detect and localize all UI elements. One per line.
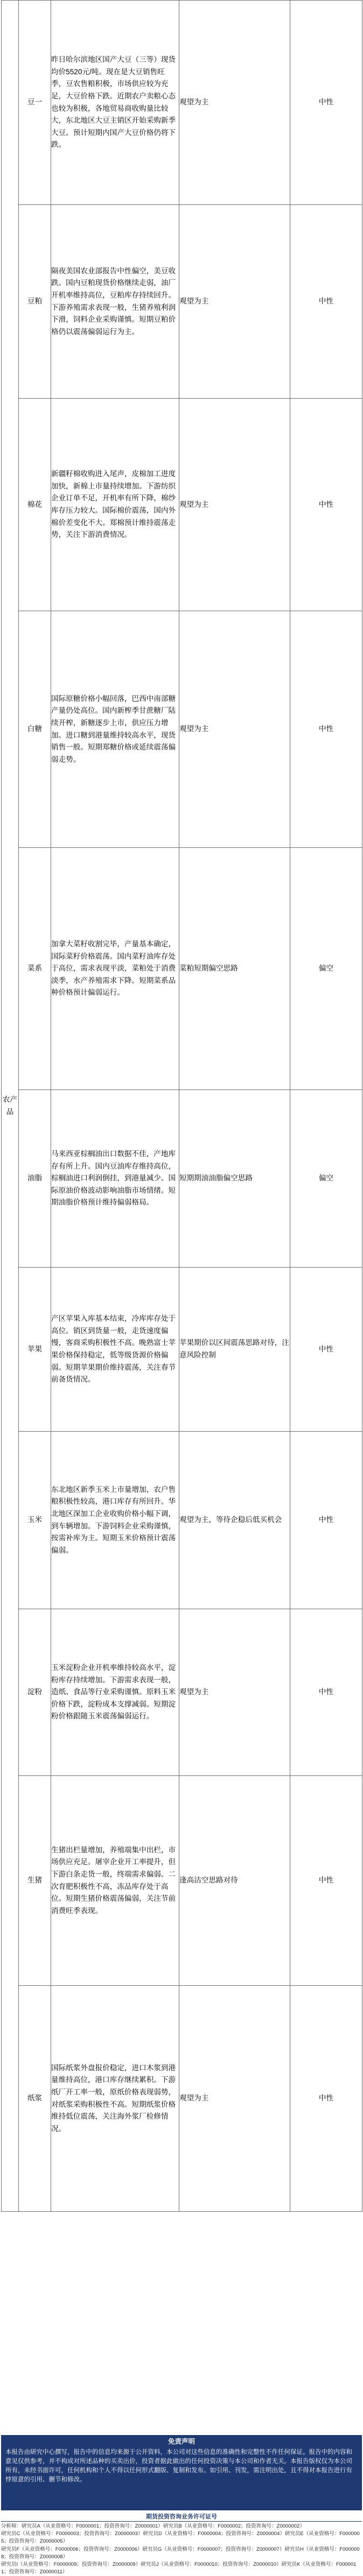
suggestion-text: 短期期油油脂偏空思路 bbox=[179, 1090, 290, 1268]
suggestion-text: 观望为主，等待企稳后低买机会 bbox=[179, 1432, 290, 1609]
rating-text: 中性 bbox=[290, 1986, 362, 2212]
table-row bbox=[2, 1268, 362, 1432]
analysis-text: 昨日哈尔滨地区国产大豆（三等）现货均价5520元/吨。现在是大豆销售旺季，豆农售粮积极，市场供应较为充足，大豆价格下跌。近期农户卖粮心态也较为积极，各地贸易商收购量比较大，东北地区大豆主销区开始采购新季大豆。预计短期内国产大豆价格仍将下跌。 bbox=[51, 1, 179, 205]
suggestion-text: 观望为主 bbox=[179, 399, 290, 611]
rating-text: 中性 bbox=[290, 1609, 362, 1776]
table-row bbox=[2, 399, 362, 611]
credentials-line: 研究员C（从业资格号：F0000003；投资咨询号：Z0000003）研究员D（从业资格号：F0000004；投资咨询号：Z0000004）研究员E（从业资格号：F0000005；投资咨询号：Z0000005） bbox=[1, 2531, 360, 2545]
suggestion-text: 观望为主 bbox=[179, 1609, 290, 1776]
rating-text: 中性 bbox=[290, 1, 362, 205]
credentials-line: 研究员F（从业资格号：F0000006；投资咨询号：Z0000006）研究员G（从业资格号：F0000007；投资咨询号：Z0000007）研究员H（从业资格号：F0000008；投资咨询号：Z0000008） bbox=[1, 2546, 360, 2560]
table-row bbox=[2, 1609, 362, 1776]
analysis-text: 玉米淀粉企业开机率维持较高水平，淀粉库存持续增加。下游需求表现一般，造纸、食品等行业采购谨慎。原料玉米价格下跌，淀粉成本支撑减弱。短期淀粉价格跟随玉米震荡偏弱运行。 bbox=[51, 1609, 179, 1776]
suggestion-text: 观望为主 bbox=[179, 205, 290, 399]
commodity-name: 豆一 bbox=[19, 1, 51, 205]
suggestion-text: 逢高沽空思路对待 bbox=[179, 1776, 290, 1986]
commodity-name: 纸浆 bbox=[19, 1986, 51, 2212]
suggestion-text: 观望为主 bbox=[179, 1, 290, 205]
commodity-name: 白糖 bbox=[19, 611, 51, 848]
table-row bbox=[2, 1432, 362, 1609]
table-row bbox=[2, 611, 362, 848]
rating-text: 中性 bbox=[290, 1432, 362, 1609]
rating-text: 偏空 bbox=[290, 1090, 362, 1268]
commodity-table bbox=[1, 0, 362, 2212]
rating-text: 中性 bbox=[290, 399, 362, 611]
analyst-credentials bbox=[1, 2513, 362, 2576]
table-row bbox=[2, 1, 362, 205]
credentials-line: 研究员I（从业资格号：F0000009；投资咨询号：Z0000009）研究员J（从业资格号：F0000010；投资咨询号：Z0000010）研究员K（从业资格号：F0000011；投资咨询号：Z0000011） bbox=[1, 2561, 357, 2575]
commodity-name: 生猪 bbox=[19, 1776, 51, 1986]
analysis-text: 隔夜美国农业部报告中性偏空，美豆收跌。国内豆粕现货价格继续走弱，油厂开机率维持高位，豆粕库存持续回升。下游养殖需求表现一般，生猪养殖利润下滑，饲料企业采购谨慎。短期豆粕价格仍以震荡偏弱运行为主。 bbox=[51, 205, 179, 399]
table-row bbox=[2, 1986, 362, 2212]
analysis-text: 产区苹果入库基本结束，冷库库存处于高位。销区到货量一般，走货速度偏慢，客商采购积极性不高。晚熟富士苹果价格保持稳定，低等级货源价格偏弱。短期苹果期价维持震荡，关注春节前备货情况。 bbox=[51, 1268, 179, 1432]
commodity-name: 油脂 bbox=[19, 1090, 51, 1268]
commodity-name: 豆粕 bbox=[19, 205, 51, 399]
suggestion-text: 菜粕短期偏空思路 bbox=[179, 848, 290, 1090]
commodity-name: 菜系 bbox=[19, 848, 51, 1090]
table-row bbox=[2, 205, 362, 399]
credentials-title: 期货投资咨询业务许可证号 bbox=[1, 2513, 362, 2522]
credentials-line: 分析师：研究员A（从业资格号：F0000001；投资咨询号：Z0000001）研究员B（从业资格号：F0000002；投资咨询号：Z0000002） bbox=[1, 2523, 305, 2529]
analysis-text: 国际纸浆外盘报价稳定，进口木浆到港量维持高位，港口库存继续累积。下游纸厂开工率一般，原纸价格表现弱势，对纸浆采购积极性不高。短期纸浆价格维持低位震荡，关注海外浆厂检修情况。 bbox=[51, 1986, 179, 2212]
analysis-text: 国际原糖价格小幅回落，巴西中南部糖产量仍处高位。国内新榨季甘蔗糖厂陆续开榨，新糖逐步上市，供应压力增加。进口糖到港量维持较高水平，现货销售一般。短期郑糖价格或延续震荡偏弱走势。 bbox=[51, 611, 179, 848]
commodity-name: 淀粉 bbox=[19, 1609, 51, 1776]
commodity-name: 棉花 bbox=[19, 399, 51, 611]
rating-text: 偏空 bbox=[290, 848, 362, 1090]
rating-text: 中性 bbox=[290, 205, 362, 399]
analysis-text: 东北地区新季玉米上市量增加，农户售粮积极性较高，港口库存有所回升。华北地区深加工企业收购价格小幅下调，到车辆增加。下游饲料企业采购谨慎，按需补库为主。短期玉米价格预计震荡偏弱。 bbox=[51, 1432, 179, 1609]
disclaimer-title: 免责声明 bbox=[167, 2438, 195, 2445]
rating-text: 中性 bbox=[290, 611, 362, 848]
table-row bbox=[2, 1776, 362, 1986]
analysis-text: 生猪出栏量增加，养殖端集中出栏，市场供应充足。屠宰企业开工率提升，但下游白条走货一般，终端需求偏弱。二次育肥积极性不高，冻品库存处于高位。短期生猪价格震荡偏弱，关注节前消费旺季表现。 bbox=[51, 1776, 179, 1986]
analysis-text: 马来西亚棕榈油出口数据不佳，产地库存有所上升。国内豆油库存维持高位，棕榈油进口利润倒挂，到港量减少。国际原油价格波动影响油脂市场情绪。短期油脂价格预计维持偏弱格局。 bbox=[51, 1090, 179, 1268]
commodity-name: 玉米 bbox=[19, 1432, 51, 1609]
suggestion-text: 观望为主 bbox=[179, 611, 290, 848]
table-row bbox=[2, 1090, 362, 1268]
suggestion-text: 观望为主 bbox=[179, 1986, 290, 2212]
disclaimer-body: 本报告由研究中心撰写，报告中的信息均来源于公开资料，本公司对这些信息的准确性和完整性不作任何保证。报告中的内容和意见仅供参考，并不构成对所述品种的买卖出价，投资者据此做出的任何投资决策与本公司和作者无关。本报告版权仅为本公司所有，未经书面许可，任何机构和个人不得以任何形式翻版、复制和发布。如引用、刊发，需注明出处，且不得对本报告进行有悖原意的引用、删节和修改。 bbox=[5, 2449, 352, 2483]
table-row bbox=[2, 848, 362, 1090]
disclaimer-box bbox=[1, 2435, 362, 2510]
suggestion-text: 苹果期价以区间震荡思路对待，注意风险控制 bbox=[179, 1268, 290, 1432]
category-cell: 农产品 bbox=[2, 1, 19, 2212]
rating-text: 中性 bbox=[290, 1268, 362, 1432]
rating-text: 中性 bbox=[290, 1776, 362, 1986]
analysis-text: 加拿大菜籽收割完毕，产量基本确定，国际菜籽价格震荡。国内菜籽油库存处于高位，需求表现平淡，菜粕处于消费淡季，水产养殖需求下降。短期菜系品种价格预计偏弱运行。 bbox=[51, 848, 179, 1090]
analysis-text: 新疆籽棉收购进入尾声，皮棉加工进度加快，新棉上市量持续增加。下游纺织企业订单不足，开机率有所下降，棉纱库存压力较大。国际棉价震荡，国内外棉价差变化不大。郑棉预计维持震荡走势，关注下游消费情况。 bbox=[51, 399, 179, 611]
commodity-name: 苹果 bbox=[19, 1268, 51, 1432]
